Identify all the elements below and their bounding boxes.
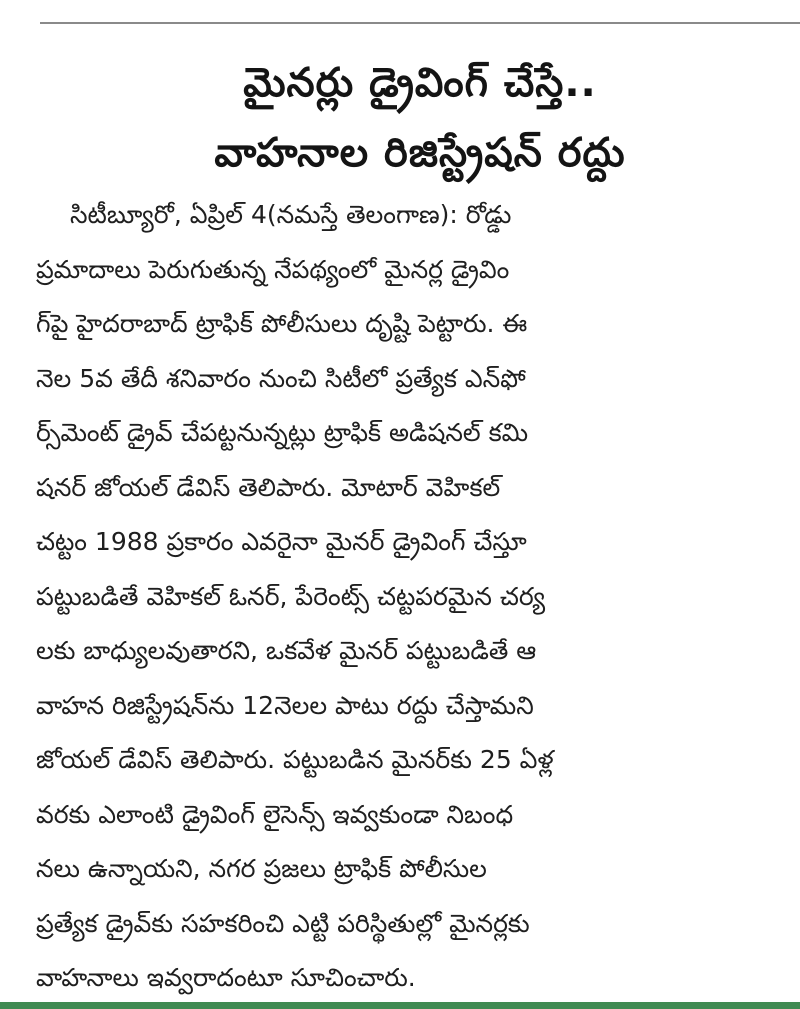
body-line: షనర్ జోయల్ డేవిస్ తెలిపారు. మోటార్ వెహికల్ [36, 472, 501, 502]
body-line: గ్‌పై హైదరాబాద్ ట్రాఫిక్ పోలీసులు దృష్టి పెట్టారు. ఈ [36, 309, 528, 338]
top-divider [40, 22, 800, 24]
article-body [36, 188, 724, 1006]
body-line: జోయల్ డేవిస్ తెలిపారు. పట్టుబడిన మైనర్‌కు 25 ఏళ్ల [36, 745, 554, 774]
body-line: నలు ఉన్నాయని, నగర ప్రజలు ట్రాఫిక్ పోలీసుల [36, 854, 487, 883]
body-line: లకు బాధ్యులవుతారని, ఒకవేళ మైనర్ పట్టుబడితే ఆ [36, 636, 537, 665]
headline-line-2: వాహనాల రిజిస్ట్రేషన్ రద్దు [214, 130, 626, 176]
body-line: వరకు ఎలాంటి డ్రైవింగ్ లైసెన్స్ ఇవ్వకుండా నిబంధ [36, 799, 514, 829]
body-line: ప్రమాదాలు పెరుగుతున్న నేపథ్యంలో మైనర్ల డ్రైవిం [36, 254, 510, 284]
headline-line-1: మైనర్లు డ్రైవింగ్ చేస్తే.. [243, 60, 597, 106]
headline [40, 48, 800, 188]
body-line: వాహన రిజిస్ట్రేషన్‌ను 12నెలల పాటు రద్దు చేస్తామని [36, 690, 534, 720]
body-line: చట్టం 1988 ప్రకారం ఎవరైనా మైనర్ డ్రైవింగ్ చేస్తూ [36, 527, 527, 556]
body-line: సిటీబ్యూరో, ఏప్రిల్ 4(నమస్తే తెలంగాణ): రోడ్డు [70, 200, 512, 229]
body-line: ర్స్‌మెంట్ డ్రైవ్ చేపట్టనున్నట్లు ట్రాఫిక్ అడిషనల్ కమి [36, 418, 529, 447]
body-line: వాహనాలు ఇవ్వరాదంటూ సూచించారు. [36, 963, 416, 992]
bottom-divider [0, 1002, 800, 1009]
body-line: నెల 5వ తేదీ శనివారం నుంచి సిటీలో ప్రత్యేక ఎన్‌ఫో [36, 363, 526, 393]
body-line: ప్రత్యేక డ్రైవ్‌కు సహకరించి ఎట్టి పరిస్థితుల్లో మైనర్లకు [36, 908, 530, 938]
body-line: పట్టుబడితే వెహికల్ ఓనర్, పేరెంట్స్ చట్టపరమైన చర్య [36, 581, 546, 611]
